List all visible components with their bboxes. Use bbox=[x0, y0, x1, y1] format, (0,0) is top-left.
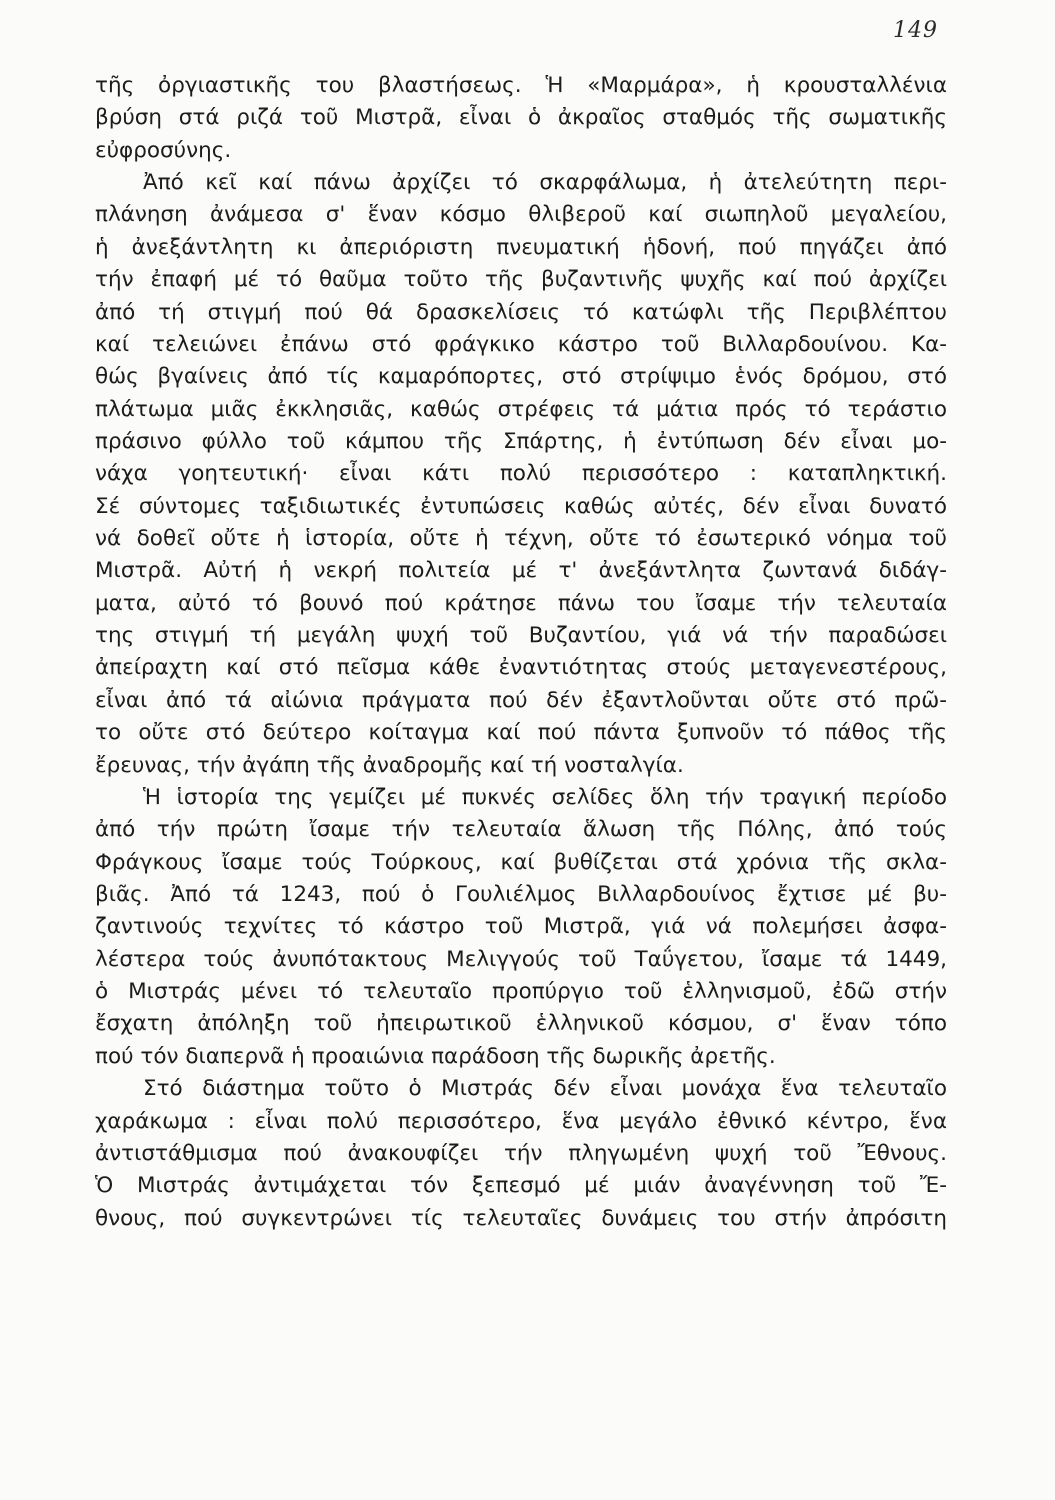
text-line: ἀπείραχτη καί στό πεῖσμα κάθε ἐναντιότητας στούς μεταγενεστέρους, bbox=[95, 655, 947, 681]
text-line: τῆς ὀργιαστικῆς του βλαστήσεως. Ἡ «Μαρμάρα», ἡ κρουσταλλένια bbox=[95, 73, 947, 98]
text-line: ἡ ἀνεξάντλητη κι ἀπεριόριστη πνευματική ἡδονή, πού πηγάζει ἀπό bbox=[95, 234, 947, 260]
text-line: ἔσχατη ἀπόληξη τοῦ ἠπειρωτικοῦ ἑλληνικοῦ κόσμου, σ' ἕναν τόπο bbox=[95, 1011, 947, 1037]
text-line: Ἡ ἱστορία της γεμίζει μέ πυκνές σελίδες ὅλη τήν τραγική περίοδο bbox=[143, 784, 947, 810]
text-line: βρύση στά ριζά τοῦ Μιστρᾶ, εἶναι ὁ ἀκραῖος σταθμός τῆς σωματικῆς bbox=[95, 105, 947, 131]
text-line: το οὔτε στό δεύτερο κοίταγμα καί πού πάντα ξυπνοῦν τό πάθος τῆς bbox=[95, 720, 947, 746]
text-line: νάχα γοητευτική· εἶναι κάτι πολύ περισσότερο : καταπληκτική. bbox=[95, 461, 947, 487]
text-line: βιᾶς. Ἀπό τά 1243, πού ὁ Γουλιέλμος Βιλλαρδουίνος ἔχτισε μέ βυ- bbox=[95, 881, 947, 907]
text-line: ἀπό τήν πρώτη ἴσαμε τήν τελευταία ἅλωση τῆς Πόλης, ἀπό τούς bbox=[95, 817, 947, 843]
text-line: πλάτωμα μιᾶς ἐκκλησιᾶς, καθώς στρέφεις τά μάτια πρός τό τεράστιο bbox=[95, 396, 947, 422]
text-line: τήν ἐπαφή μέ τό θαῦμα τοῦτο τῆς βυζαντινῆς ψυχῆς καί πού ἀρχίζει bbox=[95, 267, 947, 293]
text-line: Μιστρᾶ. Αὐτή ἡ νεκρή πολιτεία μέ τ' ἀνεξάντλητα ζωντανά διδάγ- bbox=[95, 558, 947, 584]
text-line: Φράγκους ἴσαμε τούς Τούρκους, καί βυθίζεται στά χρόνια τῆς σκλα- bbox=[95, 849, 947, 875]
text-line: λέστερα τούς ἀνυπότακτους Μελιγγούς τοῦ Ταΰγετου, ἴσαμε τά 1449, bbox=[95, 946, 947, 972]
text-line: ζαντινούς τεχνίτες τό κάστρο τοῦ Μιστρᾶ, γιά νά πολεμήσει ἀσφα- bbox=[95, 914, 947, 940]
text-line: ἀντιστάθμισμα πού ἀνακουφίζει τήν πληγωμένη ψυχή τοῦ Ἔθνους. bbox=[95, 1140, 947, 1166]
text-line: χαράκωμα : εἶναι πολύ περισσότερο, ἕνα μεγάλο ἐθνικό κέντρο, ἕνα bbox=[95, 1108, 947, 1134]
text-line: Σέ σύντομες ταξιδιωτικές ἐντυπώσεις καθώς αὐτές, δέν εἶναι δυνατό bbox=[95, 493, 947, 519]
text-line: πλάνηση ἀνάμεσα σ' ἕναν κόσμο θλιβεροῦ καί σιωπηλοῦ μεγαλείου, bbox=[95, 202, 947, 228]
text-line: θνους, πού συγκεντρώνει τίς τελευταῖες δυνάμεις του στήν ἀπρόσιτη bbox=[95, 1205, 947, 1231]
text-line: θώς βγαίνεις ἀπό τίς καμαρόπορτες, στό στρίψιμο ἑνός δρόμου, στό bbox=[95, 364, 947, 390]
text-line: πού τόν διαπερνᾶ ἡ προαιώνια παράδοση τῆς δωρικῆς ἀρετῆς. bbox=[95, 1043, 776, 1069]
text-line: εὐφροσύνης. bbox=[95, 137, 232, 163]
text-line: νά δοθεῖ οὔτε ἡ ἱστορία, οὔτε ἡ τέχνη, οὔτε τό ἐσωτερικό νόημα τοῦ bbox=[95, 526, 947, 552]
text-line: Ὁ Μιστράς ἀντιμάχεται τόν ξεπεσμό μέ μιάν ἀναγέννηση τοῦ Ἔ- bbox=[95, 1173, 947, 1199]
text-line: Ἀπό κεῖ καί πάνω ἀρχίζει τό σκαρφάλωμα, ἡ ἀτελεύτητη περι- bbox=[143, 170, 947, 196]
text-line: ἀπό τή στιγμή πού θά δρασκελίσεις τό κατώφλι τῆς Περιβλέπτου bbox=[95, 299, 947, 325]
text-line: πράσινο φύλλο τοῦ κάμπου τῆς Σπάρτης, ἡ ἐντύπωση δέν εἶναι μο- bbox=[95, 428, 947, 454]
text-line: ἔρευνας, τήν ἀγάπη τῆς ἀναδρομῆς καί τή νοσταλγία. bbox=[95, 752, 684, 778]
text-line: εἶναι ἀπό τά αἰώνια πράγματα πού δέν ἐξαντλοῦνται οὔτε στό πρῶ- bbox=[95, 687, 947, 713]
body-text bbox=[95, 70, 947, 1235]
page-number: 149 bbox=[893, 18, 938, 43]
text-line: Στό διάστημα τοῦτο ὁ Μιστράς δέν εἶναι μονάχα ἕνα τελευταῖο bbox=[143, 1076, 947, 1102]
text-line: ματα, αὐτό τό βουνό πού κράτησε πάνω του ἴσαμε τήν τελευταία bbox=[95, 590, 947, 616]
text-line: ὁ Μιστράς μένει τό τελευταῖο προπύργιο τοῦ ἑλληνισμοῦ, ἐδῶ στήν bbox=[95, 979, 947, 1005]
text-line: καί τελειώνει ἐπάνω στό φράγκικο κάστρο τοῦ Βιλλαρδουίνου. Κα- bbox=[95, 331, 947, 357]
text-line: της στιγμή τή μεγάλη ψυχή τοῦ Βυζαντίου, γιά νά τήν παραδώσει bbox=[95, 623, 947, 649]
